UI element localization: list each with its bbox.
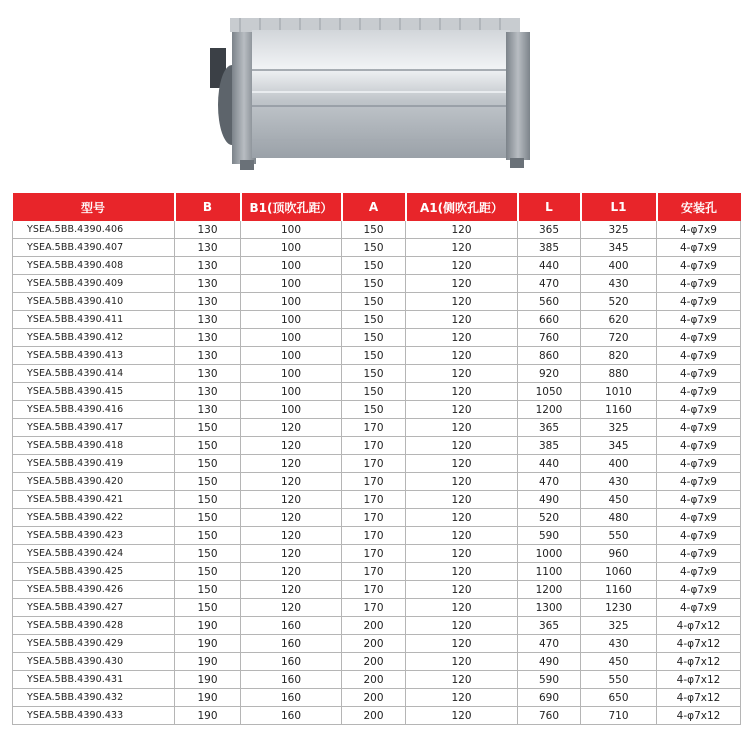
cell-b1: 100: [241, 401, 342, 419]
cell-a1: 120: [406, 581, 518, 599]
cell-l1: 450: [581, 653, 657, 671]
table-row: [13, 581, 741, 599]
cell-a: 170: [342, 473, 406, 491]
cell-l1: 400: [581, 455, 657, 473]
cell-l1: 450: [581, 491, 657, 509]
cell-b: 190: [175, 653, 241, 671]
cell-l: 470: [518, 275, 581, 293]
cell-a1: 120: [406, 419, 518, 437]
cell-l1: 720: [581, 329, 657, 347]
cell-model: YSEA.5BB.4390.422: [13, 509, 175, 527]
header-model: 型号: [13, 193, 175, 221]
cell-a: 150: [342, 401, 406, 419]
table-row: [13, 671, 741, 689]
cell-l: 385: [518, 437, 581, 455]
cell-a: 200: [342, 689, 406, 707]
cell-mount-hole: 4-φ7x9: [657, 509, 741, 527]
table-row: [13, 635, 741, 653]
cell-mount-hole: 4-φ7x12: [657, 671, 741, 689]
cell-b1: 120: [241, 491, 342, 509]
table-row: [13, 275, 741, 293]
cell-model: YSEA.5BB.4390.408: [13, 257, 175, 275]
cell-a1: 120: [406, 473, 518, 491]
cell-l1: 820: [581, 347, 657, 365]
cell-a1: 120: [406, 689, 518, 707]
cell-l: 920: [518, 365, 581, 383]
cell-l1: 1060: [581, 563, 657, 581]
header-a1: A1(侧吹孔距）: [406, 193, 518, 221]
cell-b: 130: [175, 365, 241, 383]
cell-model: YSEA.5BB.4390.418: [13, 437, 175, 455]
cell-a: 170: [342, 581, 406, 599]
cell-b1: 120: [241, 419, 342, 437]
cell-l1: 1160: [581, 401, 657, 419]
cell-a: 170: [342, 437, 406, 455]
cell-l: 1100: [518, 563, 581, 581]
cell-a1: 120: [406, 275, 518, 293]
cell-b: 130: [175, 347, 241, 365]
cell-b1: 160: [241, 653, 342, 671]
cell-a1: 120: [406, 383, 518, 401]
cell-l1: 1230: [581, 599, 657, 617]
cell-b: 150: [175, 455, 241, 473]
cell-model: YSEA.5BB.4390.411: [13, 311, 175, 329]
cell-mount-hole: 4-φ7x9: [657, 293, 741, 311]
cell-mount-hole: 4-φ7x9: [657, 527, 741, 545]
cell-a1: 120: [406, 509, 518, 527]
cell-b: 190: [175, 707, 241, 725]
cell-b: 130: [175, 275, 241, 293]
table-row: [13, 239, 741, 257]
cell-l1: 325: [581, 221, 657, 239]
cell-b: 130: [175, 239, 241, 257]
cell-model: YSEA.5BB.4390.415: [13, 383, 175, 401]
cell-l1: 620: [581, 311, 657, 329]
cell-l1: 1010: [581, 383, 657, 401]
cell-l: 470: [518, 473, 581, 491]
cell-l: 365: [518, 617, 581, 635]
cell-a: 170: [342, 563, 406, 581]
cell-mount-hole: 4-φ7x9: [657, 383, 741, 401]
cell-model: YSEA.5BB.4390.409: [13, 275, 175, 293]
cell-a: 150: [342, 347, 406, 365]
cell-a: 150: [342, 365, 406, 383]
spec-table: [12, 193, 741, 725]
cell-mount-hole: 4-φ7x9: [657, 437, 741, 455]
cell-a1: 120: [406, 617, 518, 635]
cell-model: YSEA.5BB.4390.433: [13, 707, 175, 725]
cell-b: 130: [175, 383, 241, 401]
cell-l1: 345: [581, 437, 657, 455]
cell-b1: 120: [241, 509, 342, 527]
cell-l: 440: [518, 257, 581, 275]
cell-mount-hole: 4-φ7x12: [657, 707, 741, 725]
cell-b1: 100: [241, 239, 342, 257]
cell-mount-hole: 4-φ7x9: [657, 581, 741, 599]
cell-model: YSEA.5BB.4390.430: [13, 653, 175, 671]
cell-b: 150: [175, 437, 241, 455]
cell-l1: 430: [581, 473, 657, 491]
cell-model: YSEA.5BB.4390.413: [13, 347, 175, 365]
cell-b: 150: [175, 473, 241, 491]
cell-l: 1200: [518, 401, 581, 419]
cell-mount-hole: 4-φ7x9: [657, 221, 741, 239]
cell-a1: 120: [406, 599, 518, 617]
cell-a1: 120: [406, 707, 518, 725]
cell-a: 170: [342, 545, 406, 563]
cell-b: 150: [175, 581, 241, 599]
cell-b1: 160: [241, 617, 342, 635]
cell-a: 170: [342, 419, 406, 437]
cell-a: 150: [342, 329, 406, 347]
cell-l1: 430: [581, 275, 657, 293]
table-row: [13, 527, 741, 545]
cell-b1: 120: [241, 599, 342, 617]
cell-model: YSEA.5BB.4390.412: [13, 329, 175, 347]
cell-b: 150: [175, 509, 241, 527]
header-b: B: [175, 193, 241, 221]
cell-l: 590: [518, 527, 581, 545]
table-row: [13, 419, 741, 437]
cell-a1: 120: [406, 293, 518, 311]
cell-model: YSEA.5BB.4390.423: [13, 527, 175, 545]
table-row: [13, 257, 741, 275]
cell-b1: 120: [241, 437, 342, 455]
table-row: [13, 563, 741, 581]
cell-a1: 120: [406, 257, 518, 275]
table-row: [13, 437, 741, 455]
cell-b1: 160: [241, 689, 342, 707]
cell-a1: 120: [406, 401, 518, 419]
cell-a1: 120: [406, 221, 518, 239]
cell-b: 130: [175, 257, 241, 275]
cell-a1: 120: [406, 527, 518, 545]
cell-l1: 550: [581, 527, 657, 545]
cell-a1: 120: [406, 455, 518, 473]
cell-a: 150: [342, 275, 406, 293]
cell-l: 760: [518, 329, 581, 347]
cell-a: 150: [342, 221, 406, 239]
cell-mount-hole: 4-φ7x9: [657, 545, 741, 563]
table-row: [13, 293, 741, 311]
table-row: [13, 221, 741, 239]
cell-a: 200: [342, 617, 406, 635]
cell-model: YSEA.5BB.4390.431: [13, 671, 175, 689]
cell-mount-hole: 4-φ7x9: [657, 257, 741, 275]
cell-b1: 120: [241, 581, 342, 599]
cell-b: 130: [175, 329, 241, 347]
cell-a: 150: [342, 383, 406, 401]
table-row: [13, 383, 741, 401]
spec-table-body: [13, 221, 741, 725]
table-row: [13, 455, 741, 473]
cell-mount-hole: 4-φ7x12: [657, 617, 741, 635]
cell-mount-hole: 4-φ7x9: [657, 329, 741, 347]
cell-mount-hole: 4-φ7x9: [657, 491, 741, 509]
cell-l: 1300: [518, 599, 581, 617]
cell-a1: 120: [406, 491, 518, 509]
cell-l: 490: [518, 653, 581, 671]
cell-a: 150: [342, 239, 406, 257]
cell-b1: 100: [241, 365, 342, 383]
cell-l: 385: [518, 239, 581, 257]
cell-mount-hole: 4-φ7x9: [657, 275, 741, 293]
cell-b1: 160: [241, 635, 342, 653]
cell-model: YSEA.5BB.4390.417: [13, 419, 175, 437]
cell-b1: 100: [241, 221, 342, 239]
cell-a1: 120: [406, 671, 518, 689]
cell-l: 490: [518, 491, 581, 509]
cell-model: YSEA.5BB.4390.432: [13, 689, 175, 707]
cell-l1: 520: [581, 293, 657, 311]
header-l1: L1: [581, 193, 657, 221]
cell-model: YSEA.5BB.4390.410: [13, 293, 175, 311]
cell-b1: 120: [241, 563, 342, 581]
cell-model: YSEA.5BB.4390.424: [13, 545, 175, 563]
cell-b1: 120: [241, 473, 342, 491]
cell-a: 170: [342, 509, 406, 527]
table-row: [13, 311, 741, 329]
cell-l1: 960: [581, 545, 657, 563]
cell-l: 560: [518, 293, 581, 311]
cell-l: 365: [518, 221, 581, 239]
cell-b: 190: [175, 689, 241, 707]
header-a: A: [342, 193, 406, 221]
cell-l: 590: [518, 671, 581, 689]
cell-mount-hole: 4-φ7x9: [657, 419, 741, 437]
cell-a1: 120: [406, 365, 518, 383]
cell-a: 170: [342, 455, 406, 473]
cell-b: 130: [175, 221, 241, 239]
cell-l1: 650: [581, 689, 657, 707]
table-row: [13, 365, 741, 383]
cell-a: 150: [342, 257, 406, 275]
cell-b1: 100: [241, 347, 342, 365]
table-row: [13, 509, 741, 527]
cell-a: 200: [342, 707, 406, 725]
cell-l1: 710: [581, 707, 657, 725]
cell-b: 150: [175, 419, 241, 437]
header-b1: B1(顶吹孔距）: [241, 193, 342, 221]
cell-l1: 880: [581, 365, 657, 383]
cell-l1: 550: [581, 671, 657, 689]
cell-b: 130: [175, 293, 241, 311]
cell-mount-hole: 4-φ7x9: [657, 473, 741, 491]
cell-model: YSEA.5BB.4390.426: [13, 581, 175, 599]
cell-l1: 480: [581, 509, 657, 527]
table-row: [13, 545, 741, 563]
cell-a1: 120: [406, 329, 518, 347]
cell-l1: 430: [581, 635, 657, 653]
cell-a: 170: [342, 491, 406, 509]
cell-b: 190: [175, 617, 241, 635]
cell-mount-hole: 4-φ7x12: [657, 653, 741, 671]
cell-l: 440: [518, 455, 581, 473]
cell-a1: 120: [406, 311, 518, 329]
cell-mount-hole: 4-φ7x9: [657, 455, 741, 473]
cell-l: 690: [518, 689, 581, 707]
cell-b1: 100: [241, 383, 342, 401]
cell-l: 365: [518, 419, 581, 437]
cell-b: 150: [175, 491, 241, 509]
cell-b: 150: [175, 563, 241, 581]
cell-b1: 120: [241, 455, 342, 473]
cell-b: 190: [175, 671, 241, 689]
cell-b: 150: [175, 599, 241, 617]
cell-a1: 120: [406, 347, 518, 365]
cell-a: 170: [342, 599, 406, 617]
cell-model: YSEA.5BB.4390.416: [13, 401, 175, 419]
cell-l: 760: [518, 707, 581, 725]
header-mount-hole: 安装孔: [657, 193, 741, 221]
cell-mount-hole: 4-φ7x9: [657, 311, 741, 329]
cell-l: 1000: [518, 545, 581, 563]
cell-model: YSEA.5BB.4390.419: [13, 455, 175, 473]
cell-l: 1200: [518, 581, 581, 599]
cell-b1: 100: [241, 329, 342, 347]
cell-model: YSEA.5BB.4390.407: [13, 239, 175, 257]
cell-l1: 1160: [581, 581, 657, 599]
cell-model: YSEA.5BB.4390.421: [13, 491, 175, 509]
table-row: [13, 491, 741, 509]
cell-a1: 120: [406, 545, 518, 563]
cell-mount-hole: 4-φ7x9: [657, 239, 741, 257]
cell-mount-hole: 4-φ7x12: [657, 635, 741, 653]
cell-b1: 160: [241, 671, 342, 689]
cell-b: 130: [175, 311, 241, 329]
cell-mount-hole: 4-φ7x12: [657, 689, 741, 707]
cell-l1: 400: [581, 257, 657, 275]
cell-a1: 120: [406, 653, 518, 671]
cell-b1: 100: [241, 275, 342, 293]
cell-model: YSEA.5BB.4390.429: [13, 635, 175, 653]
cell-b1: 100: [241, 257, 342, 275]
cell-model: YSEA.5BB.4390.427: [13, 599, 175, 617]
cell-model: YSEA.5BB.4390.428: [13, 617, 175, 635]
cell-a: 200: [342, 653, 406, 671]
table-row: [13, 329, 741, 347]
cell-mount-hole: 4-φ7x9: [657, 347, 741, 365]
table-row: [13, 401, 741, 419]
cross-flow-fan-photo: [210, 10, 540, 180]
cell-model: YSEA.5BB.4390.406: [13, 221, 175, 239]
cell-b: 150: [175, 527, 241, 545]
header-l: L: [518, 193, 581, 221]
cell-b: 190: [175, 635, 241, 653]
cell-l1: 325: [581, 617, 657, 635]
cell-model: YSEA.5BB.4390.425: [13, 563, 175, 581]
cell-a: 200: [342, 635, 406, 653]
cell-l: 1050: [518, 383, 581, 401]
cell-b: 130: [175, 401, 241, 419]
cell-a1: 120: [406, 437, 518, 455]
cell-mount-hole: 4-φ7x9: [657, 599, 741, 617]
cell-l1: 325: [581, 419, 657, 437]
table-row: [13, 599, 741, 617]
table-row: [13, 617, 741, 635]
cell-b1: 120: [241, 527, 342, 545]
cell-b1: 120: [241, 545, 342, 563]
cell-mount-hole: 4-φ7x9: [657, 563, 741, 581]
table-row: [13, 707, 741, 725]
cell-l: 860: [518, 347, 581, 365]
cell-a: 150: [342, 293, 406, 311]
header-row: [13, 193, 741, 221]
cell-l1: 345: [581, 239, 657, 257]
cell-mount-hole: 4-φ7x9: [657, 365, 741, 383]
cell-a: 150: [342, 311, 406, 329]
cell-l: 520: [518, 509, 581, 527]
cell-b1: 100: [241, 293, 342, 311]
cell-a: 200: [342, 671, 406, 689]
cell-mount-hole: 4-φ7x9: [657, 401, 741, 419]
cell-a: 170: [342, 527, 406, 545]
cell-b1: 160: [241, 707, 342, 725]
cell-model: YSEA.5BB.4390.414: [13, 365, 175, 383]
table-row: [13, 689, 741, 707]
cell-a1: 120: [406, 239, 518, 257]
table-row: [13, 473, 741, 491]
table-row: [13, 347, 741, 365]
cell-b1: 100: [241, 311, 342, 329]
cell-model: YSEA.5BB.4390.420: [13, 473, 175, 491]
cell-l: 660: [518, 311, 581, 329]
cell-b: 150: [175, 545, 241, 563]
cell-a1: 120: [406, 635, 518, 653]
cell-a1: 120: [406, 563, 518, 581]
cell-l: 470: [518, 635, 581, 653]
table-row: [13, 653, 741, 671]
